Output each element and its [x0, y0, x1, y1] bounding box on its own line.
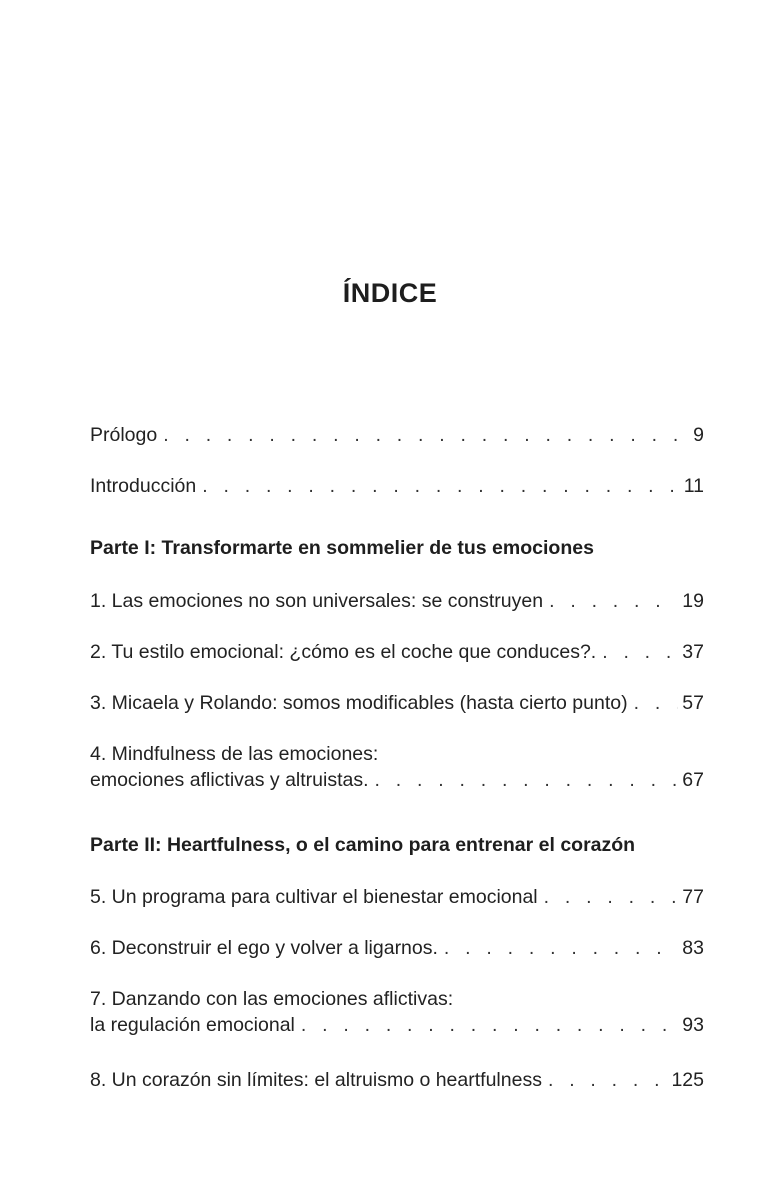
- toc-entry-introduccion: [90, 473, 704, 499]
- toc-page-number: 37: [682, 641, 704, 663]
- toc-entry-chapter-4: [90, 741, 704, 793]
- toc-entry-label: Introducción: [90, 475, 197, 497]
- toc-entry-label: la regulación emocional: [90, 1014, 295, 1036]
- dot-leader: [548, 1067, 668, 1093]
- toc-entry-label: 5. Un programa para cultivar el bienestar emocional: [90, 886, 538, 908]
- toc-page-number: 57: [682, 692, 704, 714]
- dot-leader: [444, 935, 678, 961]
- part-heading-2: Parte II: Heartfulness, o el camino para entrenar el corazón: [90, 834, 636, 856]
- toc-entry-label: emociones aflictivas y altruistas.: [90, 769, 369, 791]
- part-heading-1: Parte I: Transformarte en sommelier de tus emociones: [90, 537, 594, 559]
- toc-page-number: 19: [682, 590, 704, 612]
- toc-entry-chapter-3: [90, 690, 704, 716]
- toc-entry-chapter-1: [90, 588, 704, 614]
- toc-page-number: 11: [683, 475, 704, 497]
- dot-leader: [634, 690, 679, 716]
- toc-page-number: 77: [682, 886, 704, 908]
- toc-entry-label: Prólogo: [90, 424, 158, 446]
- toc-entry-chapter-8: [90, 1067, 704, 1093]
- toc-entry-label: 8. Un corazón sin límites: el altruismo o heartfulness: [90, 1069, 542, 1091]
- toc-entry-label: 2. Tu estilo emocional: ¿cómo es el coche que conduces?.: [90, 641, 597, 663]
- toc-page-number: 83: [682, 937, 704, 959]
- dot-leader: [602, 639, 678, 665]
- toc-entry-chapter-6: [90, 935, 704, 961]
- page-title: ÍNDICE: [342, 278, 438, 308]
- toc-entry-chapter-5: [90, 884, 704, 910]
- dot-leader: [375, 767, 679, 793]
- toc-page-number: 67: [682, 769, 704, 791]
- toc-entry-label: 6. Deconstruir el ego y volver a ligarnos.: [90, 937, 438, 959]
- toc-entry-first-line: 7. Danzando con las emociones aflictivas:: [90, 988, 454, 1010]
- toc-entry-prologo: [90, 422, 704, 448]
- toc-entry-chapter-2: [90, 639, 704, 665]
- toc-page-number: 125: [671, 1069, 704, 1091]
- toc-page-number: 9: [693, 424, 704, 446]
- dot-leader: [549, 588, 678, 614]
- toc-page-number: 93: [682, 1014, 704, 1036]
- toc-entry-label: 3. Micaela y Rolando: somos modificables (hasta cierto punto): [90, 692, 628, 714]
- dot-leader: [544, 884, 679, 910]
- dot-leader: [163, 422, 689, 448]
- toc-entry-first-line: 4. Mindfulness de las emociones:: [90, 743, 379, 765]
- dot-leader: [202, 473, 680, 499]
- dot-leader: [301, 1012, 678, 1038]
- toc-entry-chapter-7: [90, 986, 704, 1038]
- toc-entry-label: 1. Las emociones no son universales: se construyen: [90, 590, 544, 612]
